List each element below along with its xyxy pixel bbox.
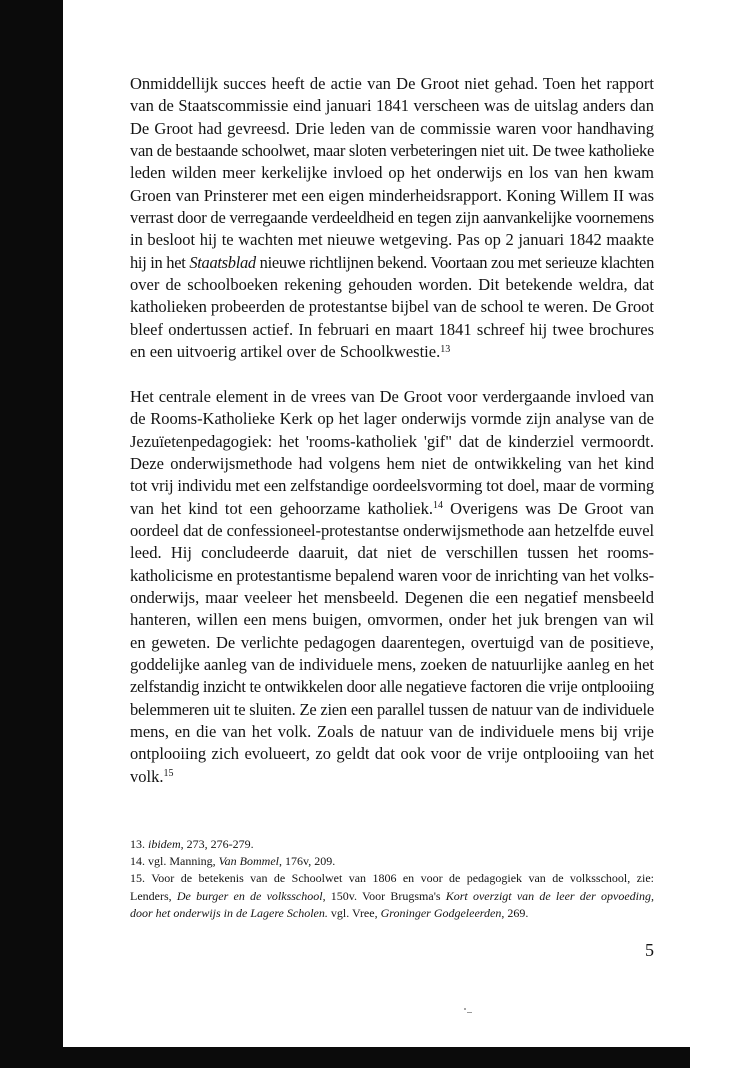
text-run: , 150v. Voor Brugsma's (322, 888, 446, 903)
text-line: en geweten. De verlichte pedagogen daarentegen, overtuigd van de positieve, (130, 632, 654, 652)
footnote-ref: 15 (163, 768, 174, 780)
scan-edge-bottom (0, 1047, 690, 1068)
text-run: 15. Voor de betekenis van de Schoolwet van 1806 en voor de pedagogiek van de volksschool, zie: (130, 871, 654, 886)
italic-title: door het onderwijs in de Lagere Scholen. (130, 905, 328, 920)
text-run: , 269. (501, 905, 529, 920)
text-line: Deze onderwijsmethode had volgens hem niet de ontwikkeling van het kind (130, 453, 654, 473)
paragraph (130, 73, 654, 363)
text-run: nieuwe richtlijnen bekend. Voortaan zou met serieuze klachten (255, 252, 654, 272)
text-line (130, 252, 654, 274)
text-line (130, 766, 654, 788)
text-run: volk. (130, 766, 164, 786)
text-line: leden wilden meer kerkelijke invloed op het onderwijs en los van hen kwam (130, 163, 654, 183)
text-line: in besloot hij te wachten met nieuwe wetgeving. Pas op 2 januari 1842 maakte (130, 230, 654, 250)
footnote-line (130, 853, 654, 870)
footnote-ref: 14 (432, 500, 443, 512)
text-line: hanteren, willen een mens buigen, omvormen, onder het juk brengen van wil (130, 610, 654, 630)
italic-title: Staatsblad (189, 252, 256, 272)
text-line: leed. Hij concludeerde daaruit, dat niet de verschillen tussen het rooms- (130, 543, 654, 563)
text-run: hij in het (130, 252, 190, 272)
text-run: 13. (130, 837, 148, 851)
text-run: van het kind tot een gehoorzame katholiek. (130, 498, 433, 518)
text-run: , 273, 276-279. (180, 837, 254, 851)
text-line: Groen van Prinsterer met een eigen minderheidsrapport. Koning Willem II was (130, 185, 654, 205)
footnote-line (130, 888, 654, 905)
italic-title: Van Bommel (218, 854, 279, 869)
text-line: over de schoolboeken rekening gehouden worden. Dit betekende weldra, dat (130, 275, 654, 295)
footnote-line (130, 836, 654, 853)
text-line: zelfstandig inzicht te ontwikkelen door alle negatieve factoren die vrije ontplooiing (130, 677, 654, 697)
footnote-ref: 13 (440, 343, 451, 355)
text-line: tot vrij individu met een zelfstandige oordeelsvorming tot doel, maar de vorming (130, 476, 654, 496)
footnotes (130, 836, 654, 922)
italic-title: Groninger Godgeleerden (380, 905, 502, 920)
footnote (130, 836, 654, 853)
footnote (130, 853, 654, 870)
text-run: en een uitvoerig artikel over de Schoolkwestie. (130, 342, 441, 362)
text-line: katholicisme en protestantisme bepalend waren voor de inrichting van het volks- (130, 565, 654, 585)
text-line: bleef ondertussen actief. In februari en maart 1841 schreef hij twee brochures (130, 319, 654, 339)
text-line: Jezuïetenpedagogiek: het 'rooms-katholiek 'gif" dat de kinderziel vermoordt. (130, 431, 655, 451)
scan-edge-left (0, 0, 63, 1068)
text-line: goddelijke aanleg van de individuele mens, zoeken de natuurlijke aanleg en het (130, 654, 654, 674)
text-line (130, 498, 654, 520)
text-line: Onmiddellijk succes heeft de actie van De Groot niet gehad. Toen het rapport (130, 74, 654, 93)
footnote-line (130, 870, 654, 887)
text-line: De Groot had gevreesd. Drie leden van de commissie waren voor handhaving (130, 118, 654, 138)
paragraph (130, 386, 654, 788)
text-line: mens, en die van het volk. Zoals de natuur van de individuele mens bij vrije (130, 721, 655, 741)
text-line: Het centrale element in de vrees van De Groot voor verdergaande invloed van (130, 386, 654, 406)
text-run: vgl. Vree, (327, 905, 381, 920)
italic-title: ibidem (148, 837, 181, 851)
page-number: 5 (645, 940, 654, 960)
italic-title: Kort overzigt van de leer der opvoeding, (445, 888, 655, 903)
scan-artifact (464, 1008, 466, 1010)
text-line: de Rooms-Katholieke Kerk op het lager onderwijs vormde zijn analyse van de (130, 409, 654, 429)
text-line (130, 341, 654, 363)
text-run: 14. vgl. Manning, (130, 854, 219, 869)
italic-title: De burger en de volksschool (176, 888, 323, 903)
text-line: onderwijs, maar veeleer het mensbeeld. Degenen die een negatief mensbeeld (130, 587, 654, 607)
text-run: Overigens was De Groot van (442, 498, 655, 518)
text-line: van de Staatscommissie eind januari 1841 verscheen was de uitslag anders dan (130, 96, 654, 116)
text-line: katholieken probeerden de protestantse bijbel van de school te weren. De Groot (130, 297, 654, 317)
text-line: ontplooiing zich evolueert, zo geldt dat ook voor de vrije ontplooiing van het (130, 744, 654, 764)
text-line: verrast door de verregaande verdeeldheid en tegen zijn aanvankelijke voornemens (130, 208, 655, 228)
footnote (130, 870, 654, 922)
text-run: , 176v, 209. (279, 854, 336, 869)
footnote-line (130, 905, 654, 922)
text-line: oordeel dat de confessioneel-protestantse onderwijsmethode aan hetzelfde euvel (130, 520, 654, 540)
text-line: van de bestaande schoolwet, maar sloten verbeteringen niet uit. De twee katholieke (130, 141, 654, 161)
body-text (130, 73, 654, 788)
scan-artifact (467, 1012, 472, 1013)
text-line: belemmeren uit te sluiten. Ze zien een parallel tussen de natuur van de individuele (130, 699, 654, 719)
text-run: Lenders, (130, 888, 177, 903)
